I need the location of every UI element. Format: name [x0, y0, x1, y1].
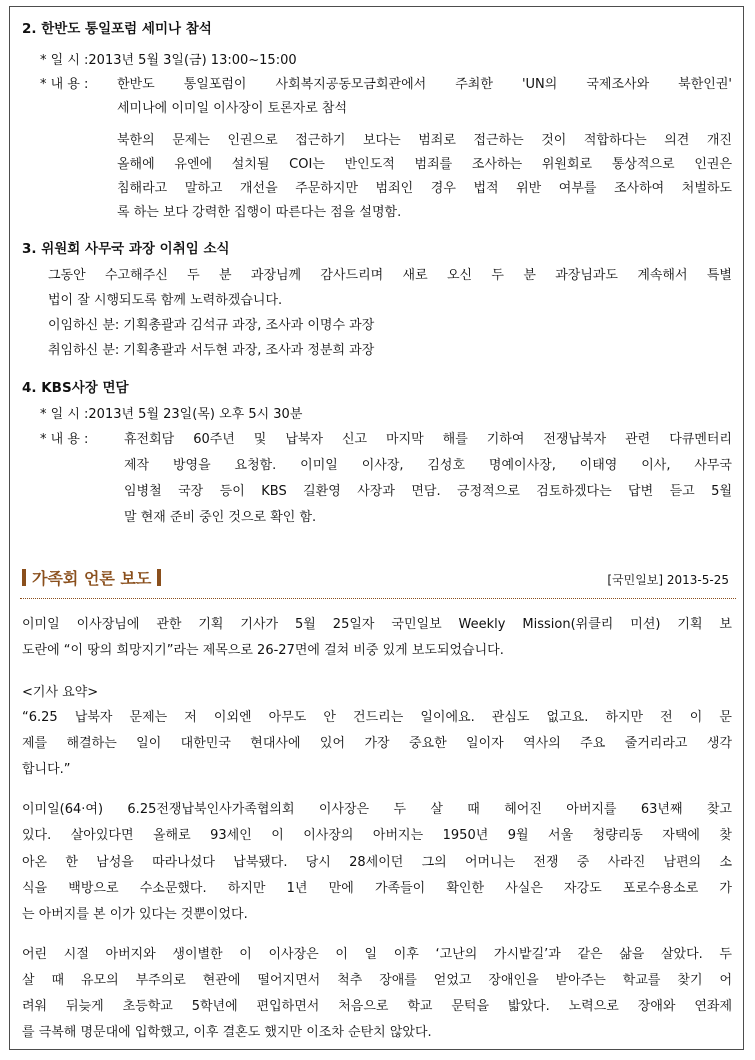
- section4-content-line: 휴전회담 60주년 및 납북자 신고 마지막 해를 기하여 전쟁납북자 관련 다큐멘터리: [124, 432, 732, 447]
- section2-date-row: [40, 53, 297, 69]
- section4-date-label: * 일 시 :: [40, 407, 89, 422]
- section3-body-line: 취임하신 분: 기획총괄과 서두현 과장, 조사과 정분희 과장: [48, 343, 375, 358]
- section3-heading: 3. 위원회 사무국 과장 이취임 소식: [22, 241, 230, 257]
- para1-line: 이미일(64·여) 6.25전쟁납북인사가족협의회 이사장은 두 살 때 헤어진 아버지를 63년째 찾고: [22, 802, 732, 817]
- section4-date-value: 2013년 5월 23일(목) 오후 5시 30분: [88, 407, 303, 422]
- news-title: [22, 568, 167, 590]
- section4-content-label: * 내 용 :: [40, 432, 89, 447]
- title-bar-right: [157, 569, 161, 586]
- section4-date-row: [40, 407, 302, 423]
- section4-content-line: 제작 방영을 요청함. 이미일 이사장, 김성호 명예이사장, 이태영 이사, 사무국: [124, 458, 732, 473]
- section2-content-label: * 내 용 :: [40, 77, 89, 92]
- section2-heading: 2. 한반도 통일포럼 세미나 참석: [22, 21, 212, 37]
- para1-line: 아온 한 남성을 따라나섰다 납북됐다. 당시 28세이던 그의 어머니는 전쟁 중 사라진 남편의 소: [22, 855, 732, 870]
- summary-label: <기사 요약>: [22, 685, 99, 700]
- section3-body-line: 이임하신 분: 기획총괄과 김석규 과장, 조사과 이명수 과장: [48, 318, 375, 333]
- para2-line: 를 극복해 명문대에 입학했고, 이후 결혼도 했지만 이조차 순탄치 않았다.: [22, 1025, 432, 1040]
- news-source: [국민일보] 2013-5-25: [607, 573, 729, 587]
- section3-body-line: 그동안 수고해주신 두 분 과장님께 감사드리며 새로 오신 두 분 과장님과도 계속해서 특별: [48, 268, 732, 283]
- news-divider: [20, 598, 736, 599]
- para1-line: 는 아버지를 본 이가 있다는 것뿐이었다.: [22, 907, 248, 922]
- para2-line: 려워 뒤늦게 초등학교 5학년에 편입하면서 처음으로 학교 문턱을 밟았다. 노력으로 장애와 연좌제: [22, 999, 732, 1014]
- section2-content-line: 올해에 유엔에 설치될 COI는 반인도적 범죄를 조사하는 위원회로 통상적으로 인권은: [117, 157, 732, 172]
- quote-line: “6.25 납북자 문제는 저 이외엔 아무도 안 건드리는 일이에요. 관심도 없고요. 하지만 전 이 문: [22, 710, 732, 725]
- section2-content-line: 록 하는 보다 강력한 집행이 따른다는 점을 설명함.: [117, 205, 402, 220]
- para2-line: 살 때 유모의 부주의로 현관에 떨어지면서 척추 장애를 얻었고 장애인을 받아주는 학교를 찾기 어: [22, 973, 732, 988]
- section2-content-line: 침해라고 말하고 개선을 주문하지만 범죄인 경우 법적 위반 여부를 조사하여 처벌하도: [117, 181, 732, 196]
- section2-content-line: 세미나에 이미일 이사장이 토론자로 참석: [117, 101, 348, 116]
- section3-body-line: 법이 잘 시행되도록 함께 노력하겠습니다.: [48, 293, 283, 308]
- news-intro-line: 이미일 이사장님에 관한 기획 기사가 5월 25일자 국민일보 Weekly Mission(위클리 미션) 기획 보: [22, 617, 732, 632]
- section4-heading: 4. KBS사장 면담: [22, 380, 129, 396]
- section2-content-line: 북한의 문제는 인권으로 접근하기 보다는 범죄로 접근하는 것이 적합하다는 의견 개진: [117, 133, 732, 148]
- title-bar-left: [22, 569, 26, 586]
- news-title-text: 가족회 언론 보도: [32, 569, 152, 588]
- para1-line: 있다. 살아있다면 올해로 93세인 이 이사장의 아버지는 1950년 9월 서울 청량리동 자택에 찾: [22, 828, 732, 843]
- news-intro-line: 도란에 “이 땅의 희망지기”라는 제목으로 26-27면에 걸쳐 비중 있게 보도되었습니다.: [22, 643, 504, 658]
- section4-content-line: 말 현재 준비 중인 것으로 확인 함.: [124, 510, 317, 525]
- section4-content-line: 임병철 국장 등이 KBS 길환영 사장과 면담. 긍정적으로 검토하겠다는 답변 듣고 5월: [124, 484, 732, 499]
- quote-line: 제를 해결하는 일이 대한민국 현대사에 있어 가장 중요한 일이자 역사의 주요 줄거리라고 생각: [22, 736, 732, 751]
- para2-line: 어린 시절 아버지와 생이별한 이 이사장은 이 일 이후 ‘고난의 가시밭길’과 같은 삶을 살았다. 두: [22, 947, 732, 962]
- section2-content-line: 한반도 통일포럼이 사회복지공동모금회관에서 주최한 'UN의 국제조사와 북한인권': [117, 77, 732, 92]
- quote-line: 합니다.”: [22, 762, 71, 777]
- section2-date-value: 2013년 5월 3일(금) 13:00~15:00: [88, 53, 297, 68]
- section2-date-label: * 일 시 :: [40, 53, 89, 68]
- para1-line: 식을 백방으로 수소문했다. 하지만 1년 만에 가족들이 확인한 사실은 자강도 포로수용소로 가: [22, 881, 732, 896]
